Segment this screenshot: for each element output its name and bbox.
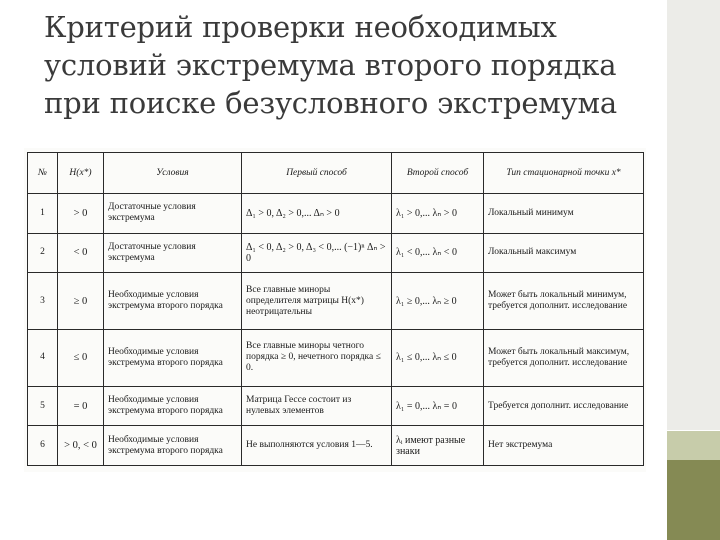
- second-method-cell: λ₁ < 0,... λₙ < 0: [392, 233, 484, 273]
- second-method-cell: λ₁ ≤ 0,... λₙ ≤ 0: [392, 329, 484, 386]
- conditions-cell: Необходимые условия экстремума второго порядка: [104, 426, 242, 466]
- second-method-cell: λ₁ > 0,... λₙ > 0: [392, 194, 484, 234]
- header-cell-point-type: Тип стационарной точки x*: [484, 153, 644, 194]
- row-number-cell: 5: [28, 386, 58, 426]
- decorative-side-bar: [667, 0, 720, 430]
- decorative-side-bar-accent: [667, 431, 720, 460]
- header-cell-conditions: Условия: [104, 153, 242, 194]
- scanned-table-image: [24, 148, 646, 472]
- header-cell-hessian: H(x*): [58, 153, 104, 194]
- first-method-cell: Не выполняются условия 1—5.: [242, 426, 392, 466]
- conditions-cell: Необходимые условия экстремума второго порядка: [104, 273, 242, 330]
- table-header-row: [28, 153, 644, 194]
- table-row: [28, 329, 644, 386]
- header-cell-number: №: [28, 153, 58, 194]
- header-cell-first-method: Первый способ: [242, 153, 392, 194]
- second-method-cell: λ₁ ≥ 0,... λₙ ≥ 0: [392, 273, 484, 330]
- decorative-side-bar-footer: [667, 460, 720, 540]
- conditions-cell: Необходимые условия экстремума второго порядка: [104, 329, 242, 386]
- row-number-cell: 6: [28, 426, 58, 466]
- second-method-cell: λᵢ имеют разные знаки: [392, 426, 484, 466]
- slide-title: Критерий проверки необходимых условий экстремума второго порядка при поиске безусловного экстремума: [44, 10, 617, 120]
- table-row: [28, 233, 644, 273]
- hessian-sign-cell: ≥ 0: [58, 273, 104, 330]
- table-row: [28, 426, 644, 466]
- table-row: [28, 273, 644, 330]
- hessian-sign-cell: = 0: [58, 386, 104, 426]
- conditions-cell: Достаточные условия экстремума: [104, 194, 242, 234]
- criteria-table: [27, 152, 644, 466]
- row-number-cell: 2: [28, 233, 58, 273]
- first-method-cell: Матрица Гессе состоит из нулевых элементов: [242, 386, 392, 426]
- hessian-sign-cell: > 0, < 0: [58, 426, 104, 466]
- conditions-cell: Необходимые условия экстремума второго порядка: [104, 386, 242, 426]
- hessian-sign-cell: > 0: [58, 194, 104, 234]
- table-row: [28, 194, 644, 234]
- row-number-cell: 1: [28, 194, 58, 234]
- header-cell-second-method: Второй способ: [392, 153, 484, 194]
- first-method-cell: Δ₁ < 0, Δ₂ > 0, Δ₃ < 0,... (−1)ⁿ Δₙ > 0: [242, 233, 392, 273]
- second-method-cell: λ₁ = 0,... λₙ = 0: [392, 386, 484, 426]
- point-type-cell: Нет экстремума: [484, 426, 644, 466]
- point-type-cell: Локальный минимум: [484, 194, 644, 234]
- conditions-cell: Достаточные условия экстремума: [104, 233, 242, 273]
- hessian-sign-cell: ≤ 0: [58, 329, 104, 386]
- table-row: [28, 386, 644, 426]
- point-type-cell: Может быть локальный максимум, требуется дополнит. исследование: [484, 329, 644, 386]
- point-type-cell: Может быть локальный минимум, требуется дополнит. исследование: [484, 273, 644, 330]
- point-type-cell: Требуется дополнит. исследование: [484, 386, 644, 426]
- point-type-cell: Локальный максимум: [484, 233, 644, 273]
- first-method-cell: Все главные миноры четного порядка ≥ 0, нечетного порядка ≤ 0.: [242, 329, 392, 386]
- first-method-cell: Все главные миноры определителя матрицы H(x*) неотрицательны: [242, 273, 392, 330]
- row-number-cell: 3: [28, 273, 58, 330]
- first-method-cell: Δ₁ > 0, Δ₂ > 0,... Δₙ > 0: [242, 194, 392, 234]
- row-number-cell: 4: [28, 329, 58, 386]
- hessian-sign-cell: < 0: [58, 233, 104, 273]
